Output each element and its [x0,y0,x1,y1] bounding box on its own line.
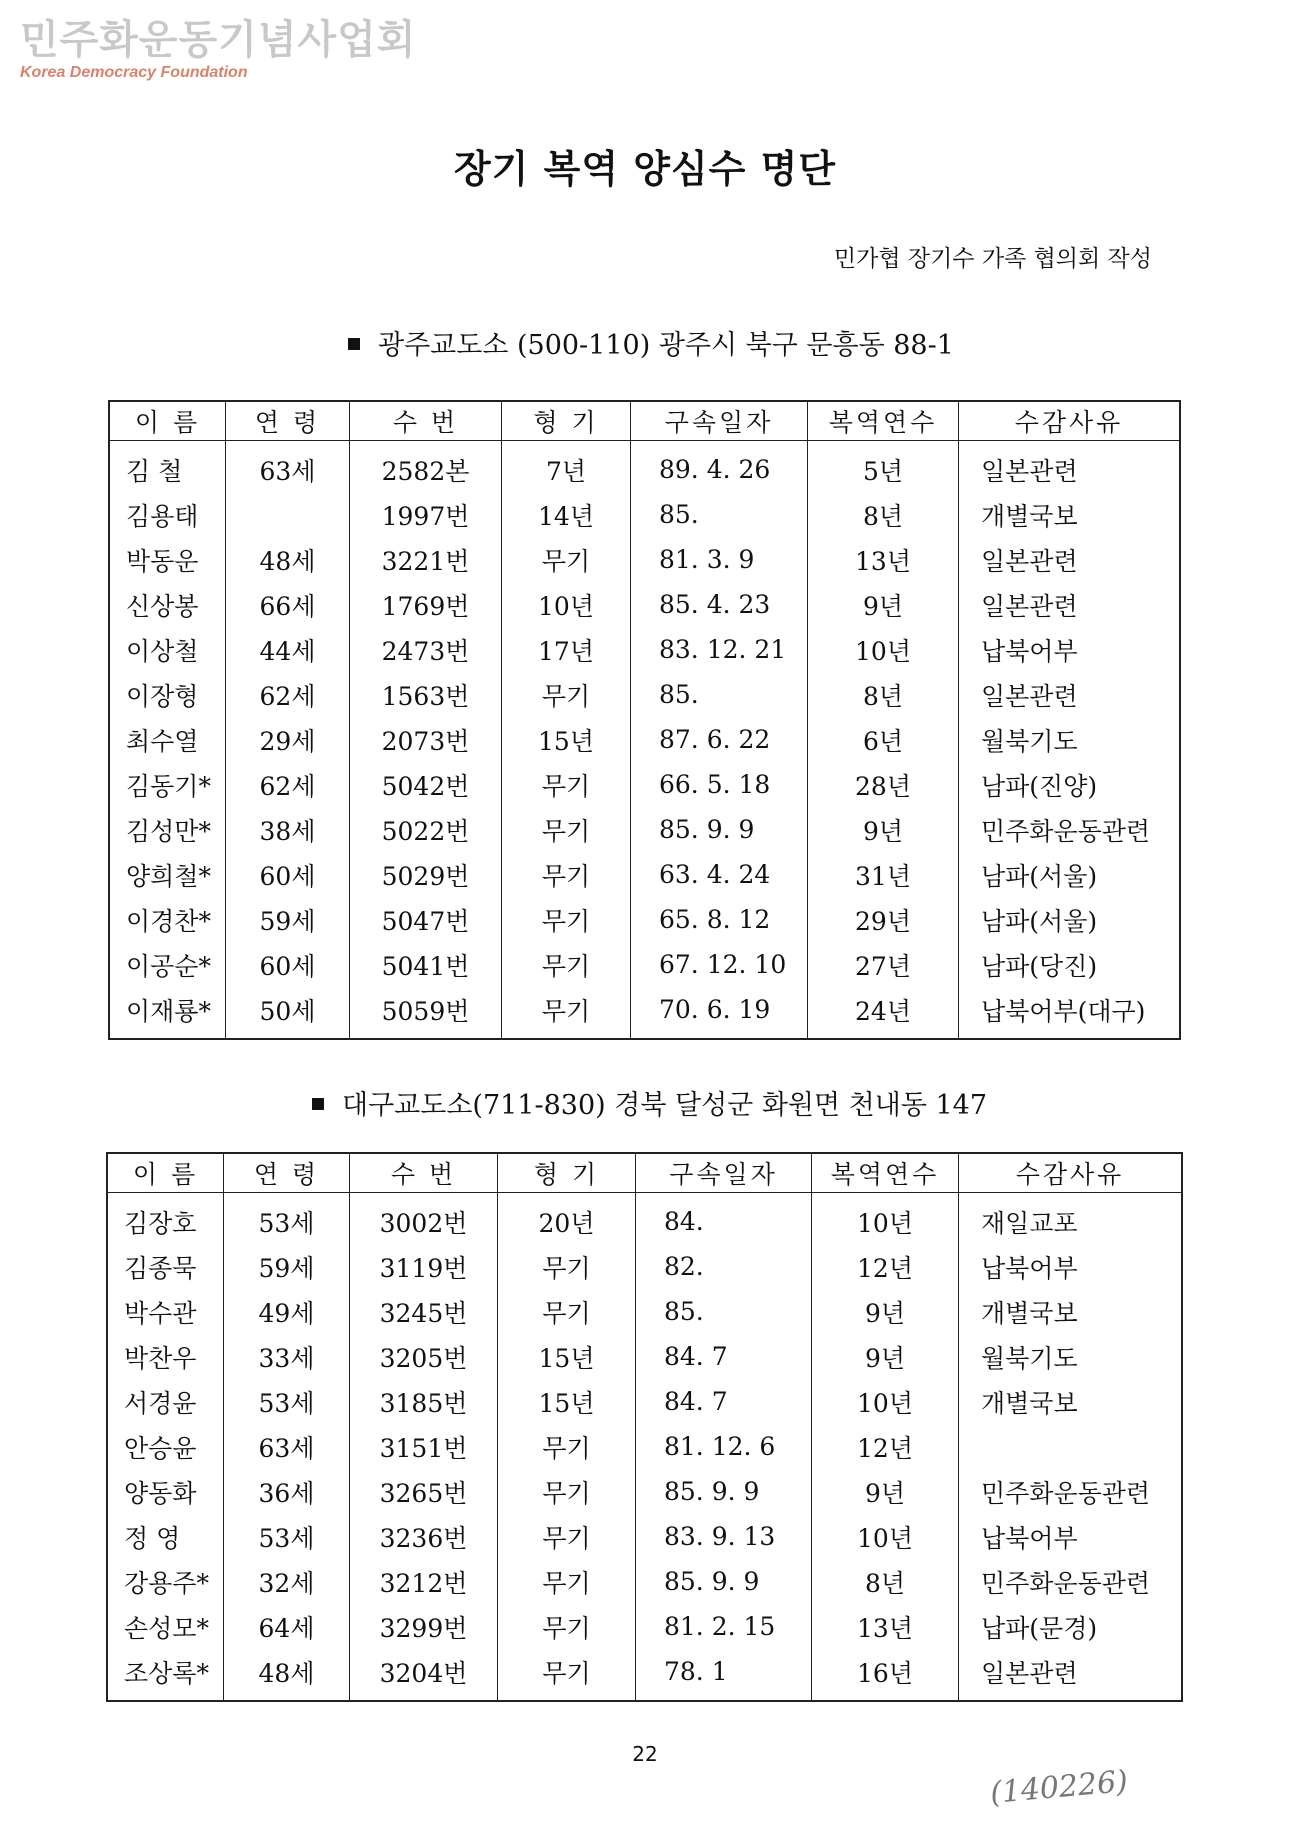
cell-arrest-date: 67. 12. 10 [631,942,808,987]
logo-english: Korea Democracy Foundation [20,64,248,81]
table-row [107,1193,1182,1245]
cell-name: 이장형 [109,672,226,717]
cell-reason: 민주화운동관련 [959,1469,1183,1514]
cell-years-served: 5년 [808,441,959,493]
cell-sentence: 15년 [498,1379,636,1424]
cell-age: 63세 [226,441,350,493]
cell-years-served: 8년 [808,672,959,717]
cell-name: 박수관 [107,1289,224,1334]
cell-reason: 일본관련 [959,582,1181,627]
col-header-age: 연 령 [226,401,350,441]
cell-number: 1769번 [350,582,502,627]
section-heading-text: 광주교도소 (500-110) 광주시 북구 문흥동 88-1 [378,330,954,361]
cell-arrest-date: 83. 12. 21 [631,627,808,672]
col-header-name: 이 름 [107,1153,224,1193]
col-header-age: 연 령 [224,1153,350,1193]
cell-years-served: 10년 [812,1379,959,1424]
table-row [109,762,1180,807]
cell-name: 박찬우 [107,1334,224,1379]
table-row [109,987,1180,1039]
table-row [109,852,1180,897]
table-row [107,1514,1182,1559]
cell-name: 최수열 [109,717,226,762]
cell-years-served: 13년 [808,537,959,582]
cell-number: 5029번 [350,852,502,897]
cell-arrest-date: 87. 6. 22 [631,717,808,762]
cell-years-served: 24년 [808,987,959,1039]
cell-sentence: 무기 [502,807,631,852]
cell-reason: 납북어부 [959,627,1181,672]
cell-sentence: 무기 [502,762,631,807]
cell-reason: 남파(진양) [959,762,1181,807]
cell-years-served: 8년 [808,492,959,537]
cell-reason: 남파(당진) [959,942,1181,987]
cell-arrest-date: 85. 9. 9 [636,1559,812,1604]
table-header-row [109,401,1180,441]
cell-name: 박동운 [109,537,226,582]
cell-sentence: 무기 [498,1604,636,1649]
cell-years-served: 9년 [808,807,959,852]
cell-arrest-date: 84. 7 [636,1379,812,1424]
cell-age: 50세 [226,987,350,1039]
cell-reason: 개별국보 [959,492,1181,537]
cell-sentence: 15년 [502,717,631,762]
cell-arrest-date: 85. 9. 9 [631,807,808,852]
cell-years-served: 31년 [808,852,959,897]
cell-arrest-date: 82. [636,1244,812,1289]
cell-age: 63세 [224,1424,350,1469]
table-row [107,1379,1182,1424]
cell-age: 64세 [224,1604,350,1649]
prisoner-table-gwangju [108,400,1181,1040]
cell-years-served: 12년 [812,1244,959,1289]
cell-years-served: 9년 [812,1289,959,1334]
cell-age: 33세 [224,1334,350,1379]
cell-reason [959,1424,1183,1469]
cell-sentence: 무기 [498,1559,636,1604]
col-header-years-served: 복역연수 [812,1153,959,1193]
cell-name: 안승윤 [107,1424,224,1469]
cell-age [226,492,350,537]
cell-sentence: 무기 [502,672,631,717]
table-body [109,441,1180,1040]
table-row [109,672,1180,717]
cell-arrest-date: 81. 2. 15 [636,1604,812,1649]
cell-age: 60세 [226,942,350,987]
prisoner-table-daegu [106,1152,1183,1702]
cell-name: 이재룡* [109,987,226,1039]
square-bullet-icon [312,1098,324,1110]
table-row [109,627,1180,672]
cell-age: 53세 [224,1379,350,1424]
cell-years-served: 6년 [808,717,959,762]
col-header-reason: 수감사유 [959,401,1181,441]
cell-age: 49세 [224,1289,350,1334]
cell-reason: 재일교포 [959,1193,1183,1245]
cell-sentence: 17년 [502,627,631,672]
col-header-arrest-date: 구속일자 [631,401,808,441]
foundation-logo [20,18,416,82]
cell-reason: 납북어부 [959,1514,1183,1559]
cell-reason: 남파(서울) [959,852,1181,897]
logo-korean: 민주화운동기념사업회 [20,17,417,63]
cell-reason: 월북기도 [959,1334,1183,1379]
col-header-sentence: 형 기 [498,1153,636,1193]
cell-sentence: 14년 [502,492,631,537]
section-heading-daegu [312,1083,987,1122]
cell-arrest-date: 89. 4. 26 [631,441,808,493]
cell-arrest-date: 81. 3. 9 [631,537,808,582]
cell-sentence: 무기 [502,852,631,897]
cell-age: 32세 [224,1559,350,1604]
table-row [107,1244,1182,1289]
document-title: 장기 복역 양심수 명단 [453,147,837,191]
cell-years-served: 8년 [812,1559,959,1604]
col-header-name: 이 름 [109,401,226,441]
cell-age: 53세 [224,1514,350,1559]
cell-reason: 월북기도 [959,717,1181,762]
square-bullet-icon [348,338,360,350]
cell-number: 2073번 [350,717,502,762]
handwritten-note: (140226) [988,1764,1130,1811]
cell-age: 66세 [226,582,350,627]
cell-name: 이상철 [109,627,226,672]
cell-number: 3265번 [350,1469,498,1514]
cell-sentence: 10년 [502,582,631,627]
cell-name: 김 철 [109,441,226,493]
cell-number: 3221번 [350,537,502,582]
cell-number: 5041번 [350,942,502,987]
cell-age: 36세 [224,1469,350,1514]
cell-years-served: 13년 [812,1604,959,1649]
cell-reason: 남파(서울) [959,897,1181,942]
table-row [109,582,1180,627]
cell-sentence: 무기 [502,987,631,1039]
table-row [109,441,1180,493]
cell-name: 김성만* [109,807,226,852]
cell-years-served: 9년 [808,582,959,627]
cell-age: 29세 [226,717,350,762]
cell-age: 62세 [226,762,350,807]
cell-reason: 개별국보 [959,1289,1183,1334]
cell-name: 김장호 [107,1193,224,1245]
table-body [107,1193,1182,1702]
cell-number: 2473번 [350,627,502,672]
cell-years-served: 9년 [812,1334,959,1379]
cell-years-served: 9년 [812,1469,959,1514]
cell-number: 5042번 [350,762,502,807]
cell-number: 1563번 [350,672,502,717]
cell-years-served: 16년 [812,1649,959,1701]
cell-age: 62세 [226,672,350,717]
cell-arrest-date: 63. 4. 24 [631,852,808,897]
table-row [109,942,1180,987]
cell-arrest-date: 70. 6. 19 [631,987,808,1039]
cell-age: 44세 [226,627,350,672]
cell-reason: 납북어부 [959,1244,1183,1289]
cell-sentence: 무기 [502,537,631,582]
cell-years-served: 10년 [812,1514,959,1559]
cell-sentence: 7년 [502,441,631,493]
cell-years-served: 28년 [808,762,959,807]
cell-reason: 일본관련 [959,537,1181,582]
cell-sentence: 무기 [498,1649,636,1701]
cell-age: 38세 [226,807,350,852]
cell-name: 이공순* [109,942,226,987]
cell-number: 5022번 [350,807,502,852]
cell-sentence: 무기 [502,942,631,987]
cell-number: 3245번 [350,1289,498,1334]
cell-sentence: 15년 [498,1334,636,1379]
cell-number: 2582본 [350,441,502,493]
cell-arrest-date: 85. [636,1289,812,1334]
cell-arrest-date: 83. 9. 13 [636,1514,812,1559]
cell-arrest-date: 84. 7 [636,1334,812,1379]
table-row [107,1649,1182,1701]
cell-arrest-date: 85. 4. 23 [631,582,808,627]
cell-sentence: 20년 [498,1193,636,1245]
cell-number: 3204번 [350,1649,498,1701]
col-header-years-served: 복역연수 [808,401,959,441]
cell-age: 59세 [226,897,350,942]
cell-age: 59세 [224,1244,350,1289]
cell-reason: 민주화운동관련 [959,807,1181,852]
cell-years-served: 12년 [812,1424,959,1469]
table-row [107,1424,1182,1469]
cell-name: 조상록* [107,1649,224,1701]
cell-age: 48세 [224,1649,350,1701]
cell-number: 3185번 [350,1379,498,1424]
cell-number: 3212번 [350,1559,498,1604]
col-header-sentence: 형 기 [502,401,631,441]
cell-name: 정 영 [107,1514,224,1559]
cell-sentence: 무기 [498,1514,636,1559]
table-row [107,1469,1182,1514]
col-header-arrest-date: 구속일자 [636,1153,812,1193]
cell-reason: 일본관련 [959,1649,1183,1701]
cell-arrest-date: 85. 9. 9 [636,1469,812,1514]
cell-years-served: 29년 [808,897,959,942]
table-row [107,1604,1182,1649]
table-row [107,1334,1182,1379]
cell-reason: 납북어부(대구) [959,987,1181,1039]
table-row [109,537,1180,582]
cell-reason: 개별국보 [959,1379,1183,1424]
cell-number: 1997번 [350,492,502,537]
col-header-reason: 수감사유 [959,1153,1183,1193]
cell-number: 3205번 [350,1334,498,1379]
cell-name: 양동화 [107,1469,224,1514]
table-row [109,807,1180,852]
cell-name: 손성모* [107,1604,224,1649]
cell-reason: 일본관련 [959,672,1181,717]
cell-name: 김용태 [109,492,226,537]
cell-name: 강용주* [107,1559,224,1604]
page-number: 22 [632,1742,658,1766]
cell-arrest-date: 85. [631,672,808,717]
section-heading-text: 대구교도소(711-830) 경북 달성군 화원면 천내동 147 [342,1090,988,1121]
cell-arrest-date: 78. 1 [636,1649,812,1701]
table-header-row [107,1153,1182,1193]
cell-sentence: 무기 [498,1244,636,1289]
cell-arrest-date: 84. [636,1193,812,1245]
col-header-number: 수 번 [350,401,502,441]
cell-age: 60세 [226,852,350,897]
cell-years-served: 10년 [812,1193,959,1245]
cell-arrest-date: 66. 5. 18 [631,762,808,807]
cell-number: 5047번 [350,897,502,942]
table-row [107,1289,1182,1334]
cell-number: 5059번 [350,987,502,1039]
cell-number: 3236번 [350,1514,498,1559]
cell-years-served: 27년 [808,942,959,987]
cell-sentence: 무기 [498,1424,636,1469]
cell-name: 김동기* [109,762,226,807]
cell-number: 3119번 [350,1244,498,1289]
cell-number: 3299번 [350,1604,498,1649]
cell-age: 48세 [226,537,350,582]
cell-name: 김종묵 [107,1244,224,1289]
cell-number: 3151번 [350,1424,498,1469]
col-header-number: 수 번 [350,1153,498,1193]
cell-number: 3002번 [350,1193,498,1245]
table-row [109,717,1180,762]
cell-years-served: 10년 [808,627,959,672]
cell-sentence: 무기 [498,1469,636,1514]
cell-arrest-date: 65. 8. 12 [631,897,808,942]
table-row [107,1559,1182,1604]
cell-sentence: 무기 [502,897,631,942]
cell-name: 양희철* [109,852,226,897]
table-row [109,897,1180,942]
cell-sentence: 무기 [498,1289,636,1334]
cell-name: 이경찬* [109,897,226,942]
cell-age: 53세 [224,1193,350,1245]
cell-arrest-date: 85. [631,492,808,537]
document-author: 민가협 장기수 가족 협의회 작성 [833,246,1152,272]
cell-reason: 민주화운동관련 [959,1559,1183,1604]
cell-arrest-date: 81. 12. 6 [636,1424,812,1469]
cell-name: 서경윤 [107,1379,224,1424]
cell-reason: 납파(문경) [959,1604,1183,1649]
cell-name: 신상봉 [109,582,226,627]
table-row [109,492,1180,537]
cell-reason: 일본관련 [959,441,1181,493]
section-heading-gwangju [348,323,954,362]
